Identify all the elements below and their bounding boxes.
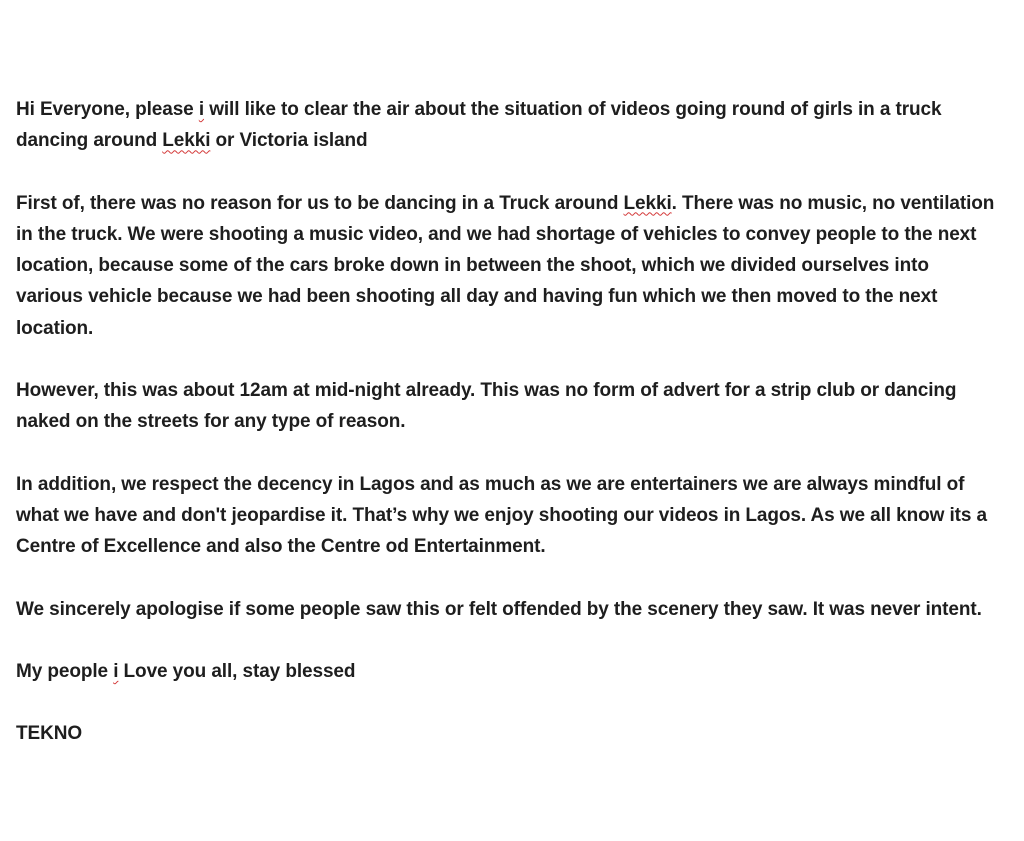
explanation-text-2: . There was no music, no ventilation in the truck. We were shooting a music video, and we had shortage of vehicles to convey people to the next location, because some of the cars broke down in between the shoot, which we divided ourselves into various vehicle because we had been shooting all day and having fun which we then moved to the next location. [16,192,995,339]
paragraph-however: However, this was about 12am at mid-night already. This was no form of advert for a strip club or dancing naked on the streets for any type of reason. [16,380,957,433]
spellcheck-word-lekki: Lekki [162,130,211,152]
intro-text-3: or Victoria island [210,130,368,152]
closing-text-2: Love you all, stay blessed [118,660,356,682]
intro-text-1: Hi Everyone, please [16,99,199,120]
paragraph-apology: We sincerely apologise if some people saw this or felt offended by the scenery they saw. It was never intent. [16,598,982,620]
intro-text-2: will like to clear the air about the situation of videos going round of girls in a truck dancing around [16,99,942,152]
signature: TEKNO [16,723,83,745]
paragraph-in-addition: In addition, we respect the decency in Lagos and as much as we are entertainers we are always mindful of what we have and don't jeopardise it. That’s why we enjoy shooting our videos in Lagos. As we all know its a Centre of Excellence and also the Centre od Entertainment. [16,473,987,558]
paragraph-intro [16,94,996,157]
spellcheck-word-lekki-2: Lekki [623,192,672,214]
paragraph-closing [16,656,996,687]
letter-body [16,94,996,749]
spellcheck-word-i: i [198,99,205,120]
explanation-text-1: First of, there was no reason for us to be dancing in a Truck around [16,192,624,214]
paragraph-explanation [16,188,996,344]
closing-text-1: My people [16,660,114,682]
spellcheck-word-i-2: i [113,660,119,682]
